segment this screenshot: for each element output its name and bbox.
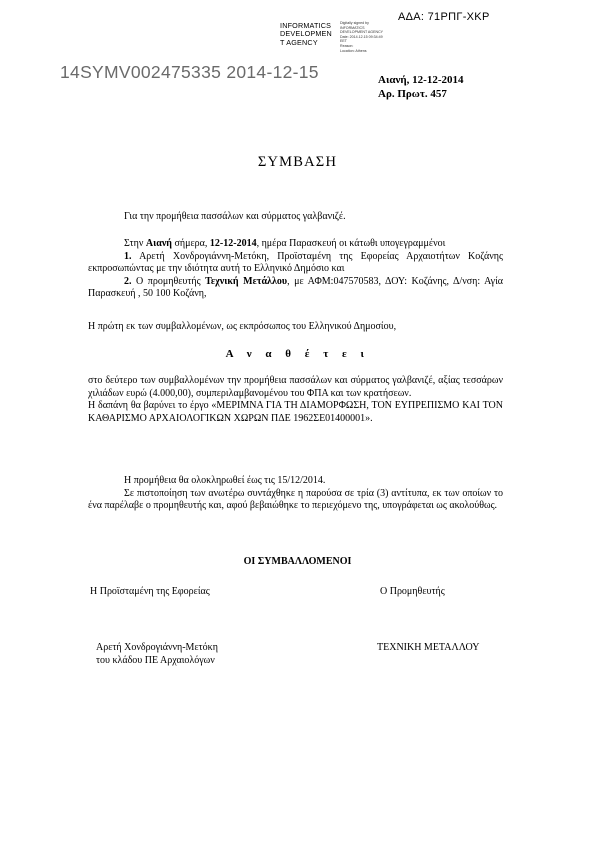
party-two-prefix: Ο προμηθευτής bbox=[131, 275, 206, 287]
signature-org-line: DEVELOPMEN bbox=[280, 29, 332, 39]
assigns-heading: Α ν α θ έ τ ε ι bbox=[225, 348, 370, 360]
signature-meta-line: Digitally signed by bbox=[340, 21, 369, 25]
left-signer-block bbox=[96, 642, 218, 667]
signature-meta-line: Date: 2014.12.15 09:34:49 bbox=[340, 34, 383, 39]
intro-date: 12-12-2014 bbox=[209, 238, 257, 249]
assignment-block bbox=[88, 375, 503, 425]
intro-mid: σήμερα, bbox=[171, 238, 210, 249]
digital-signature-meta bbox=[340, 21, 400, 53]
party-two-name: Τεχνική Μετάλλου bbox=[205, 275, 288, 287]
left-signer-branch: του κλάδου ΠΕ Αρχαιολόγων bbox=[96, 654, 215, 666]
subject-line: Για την προμήθεια πασσάλων και σύρματος γαλβανιζέ. bbox=[124, 211, 346, 222]
signature-meta-line: Location: Athens bbox=[340, 48, 367, 53]
intro-place: Αιανή bbox=[145, 238, 172, 249]
party-two-number: 2. bbox=[124, 275, 132, 287]
party-one-number: 1. bbox=[124, 250, 132, 262]
ada-code: ΑΔΑ: 71ΡΠΓ-ΧΚΡ bbox=[398, 11, 490, 23]
signature-meta-line: DEVELOPMENT AGENCY bbox=[340, 30, 384, 35]
intro-line bbox=[88, 238, 503, 251]
expense-text: Η δαπάνη θα βαρύνει το έργο «ΜΕΡΙΜΝΑ ΓΙΑ ΤΗ ΔΙΑΜΟΡΦΩΣΗ, ΤΟΝ ΕΥΠΡΕΠΙΣΜΟ ΚΑΙ ΤΟΝ ΚΑΘΑΡΙΣΜΟ ΑΡΧΑΙΟΛΟΓΙΚΩΝ ΧΩΡΩΝ ΠΔΕ 1962ΣΕ01400001». bbox=[88, 400, 503, 424]
protocol-number: Αρ. Πρωτ. 457 bbox=[378, 88, 447, 100]
left-signer-name: Αρετή Χονδρογιάννη-Μετόκη bbox=[96, 642, 218, 653]
party-two bbox=[88, 276, 503, 301]
signature-meta-line: EET bbox=[340, 39, 347, 44]
assign-text: στο δεύτερο των συμβαλλομένων την προμήθεια πασσάλων και σύρματος γαλβανιζέ, αξίας τεσσάρων χιλιάδων ευρώ (4.000,00), συμπεριλαμβανομένου του ΦΠΑ και των κρατήσεων. bbox=[88, 375, 503, 399]
signature-org-line: INFORMATICS bbox=[280, 21, 332, 30]
party-one-text: Αρετή Χονδρογιάννη-Μετόκη, Προϊσταμένη της Εφορείας Αρχαιοτήτων Κοζάνης εκπροσωπώντας με την ιδιότητα αυτή το Ελληνικό Δημόσιο και bbox=[88, 250, 503, 274]
certification-text: Σε πιστοποίηση των ανωτέρω συντάχθηκε η παρούσα σε τρία (3) αντίτυπα, εκ των οποίων το ένα παρέλαβε ο προμηθευτής και, αφού βεβαιώθηκε το περιεχόμενο της, υπογράφεται ως ακολούθως. bbox=[88, 487, 503, 511]
place-date: Αιανή, 12-12-2014 bbox=[378, 74, 464, 86]
signers-title: ΟΙ ΣΥΜΒΑΛΛΟΜΕΝΟΙ bbox=[243, 556, 352, 567]
intro-prefix: Στην bbox=[124, 238, 146, 249]
closing-block bbox=[88, 475, 503, 513]
signature-meta-line: Reason: bbox=[340, 43, 354, 48]
document-title: ΣΥΜΒΑΣΗ bbox=[257, 154, 338, 170]
first-party-line: Η πρώτη εκ των συμβαλλομένων, ως εκπρόσωπος του Ελληνικού Δημοσίου, bbox=[88, 321, 397, 332]
party-two-suffix: , με ΑΦΜ:047570583, ΔΟΥ: Κοζάνης, Δ/νση: Αγία Παρασκευή , 50 100 Κοζάνη, bbox=[88, 275, 504, 299]
left-signer-role: Η Προϊσταμένη της Εφορείας bbox=[90, 586, 210, 597]
right-signer-name: ΤΕΧΝΙΚΗ ΜΕΤΑΛΛΟΥ bbox=[377, 642, 480, 653]
place-date-block bbox=[378, 73, 463, 101]
digital-signature-org bbox=[280, 22, 338, 47]
registry-stamp: 14SYMV002475335 2014-12-15 bbox=[60, 62, 319, 82]
right-signer-role: Ο Προμηθευτής bbox=[380, 586, 445, 597]
intro-suffix: , ημέρα Παρασκευή οι κάτωθι υπογεγραμμένοι bbox=[256, 238, 446, 249]
signature-org-line: T AGENCY bbox=[280, 37, 318, 47]
parties-block bbox=[88, 238, 503, 301]
party-one bbox=[88, 251, 503, 276]
signature-meta-line: INFORMATICS bbox=[340, 25, 365, 30]
completion-text: Η προμήθεια θα ολοκληρωθεί έως τις 15/12/2014. bbox=[124, 475, 326, 486]
